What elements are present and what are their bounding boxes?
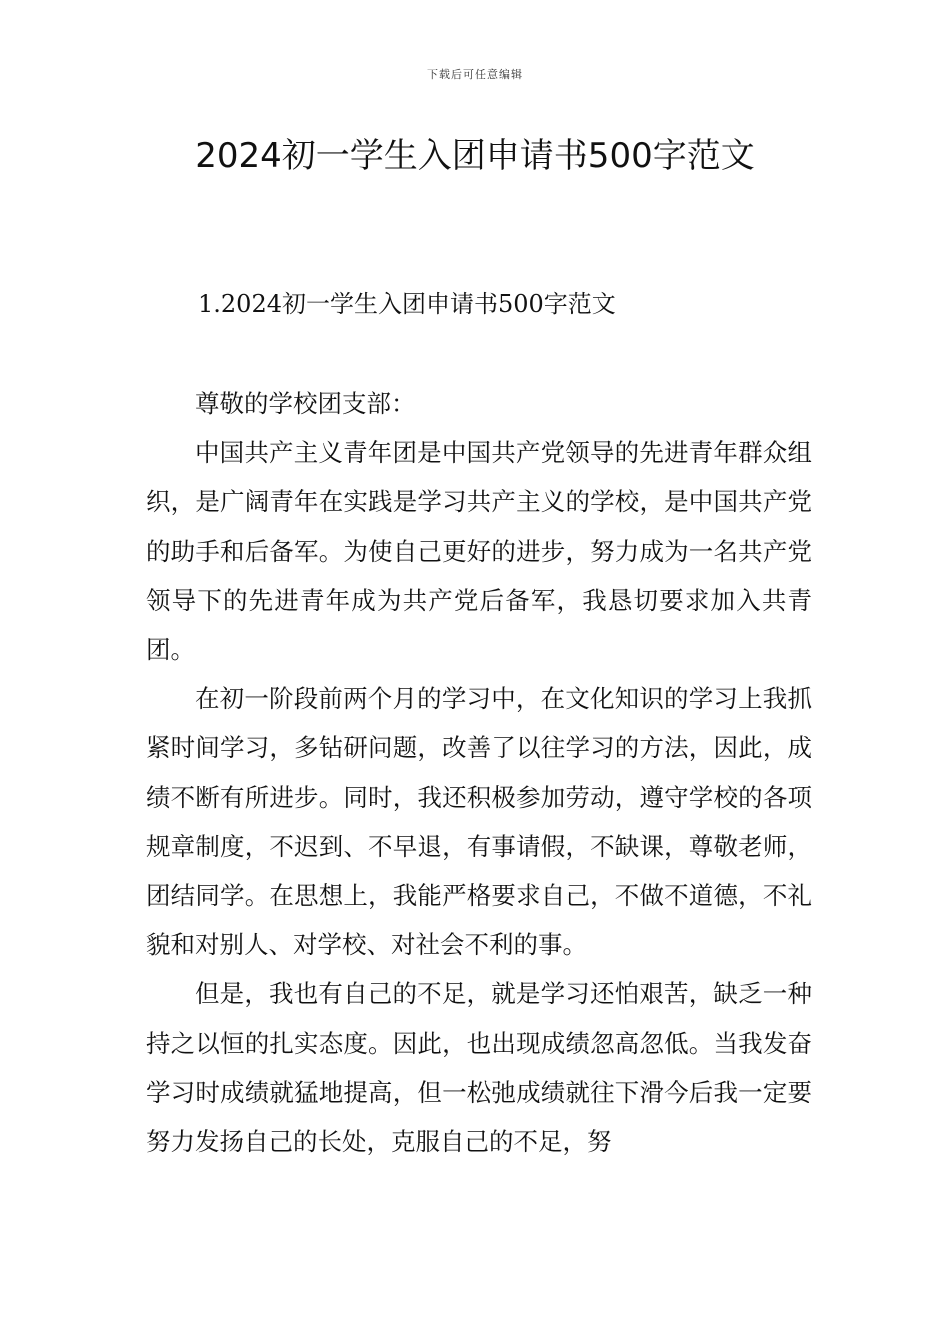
paragraph: 在初一阶段前两个月的学习中，在文化知识的学习上我抓紧时间学习，多钻研问题，改善了以往学习的方法，因此，成绩不断有所进步。同时，我还积极参加劳动，遵守学校的各项规章制度，不迟到、不早退，有事请假，不缺课，尊敬老师，团结同学。在思想上，我能严格要求自己，不做不道德，不礼貌和对别人、对学校、对社会不利的事。 [146,684,812,960]
header-note: 下载后可任意编辑 [427,68,523,81]
salutation: 尊敬的学校团支部： [195,389,416,418]
paragraph: 但是，我也有自己的不足，就是学习还怕艰苦，缺乏一种持之以恒的扎实态度。因此，也出现成绩忽高忽低。当我发奋学习时成绩就猛地提高，但一松弛成绩就往下滑今后我一定要努力发扬自己的长处，克服自己的不足，努 [146,979,812,1157]
document-body [146,379,812,1166]
paragraph: 中国共产主义青年团是中国共产党领导的先进青年群众组织，是广阔青年在实践是学习共产主义的学校，是中国共产党的助手和后备军。为使自己更好的进步，努力成为一名共产党领导下的先进青年成为共产党后备军，我恳切要求加入共青团。 [146,438,812,665]
section-heading: 1.2024初一学生入团申请书500字范文 [198,290,616,318]
document-title: 2024初一学生入团申请书500字范文 [195,136,755,176]
